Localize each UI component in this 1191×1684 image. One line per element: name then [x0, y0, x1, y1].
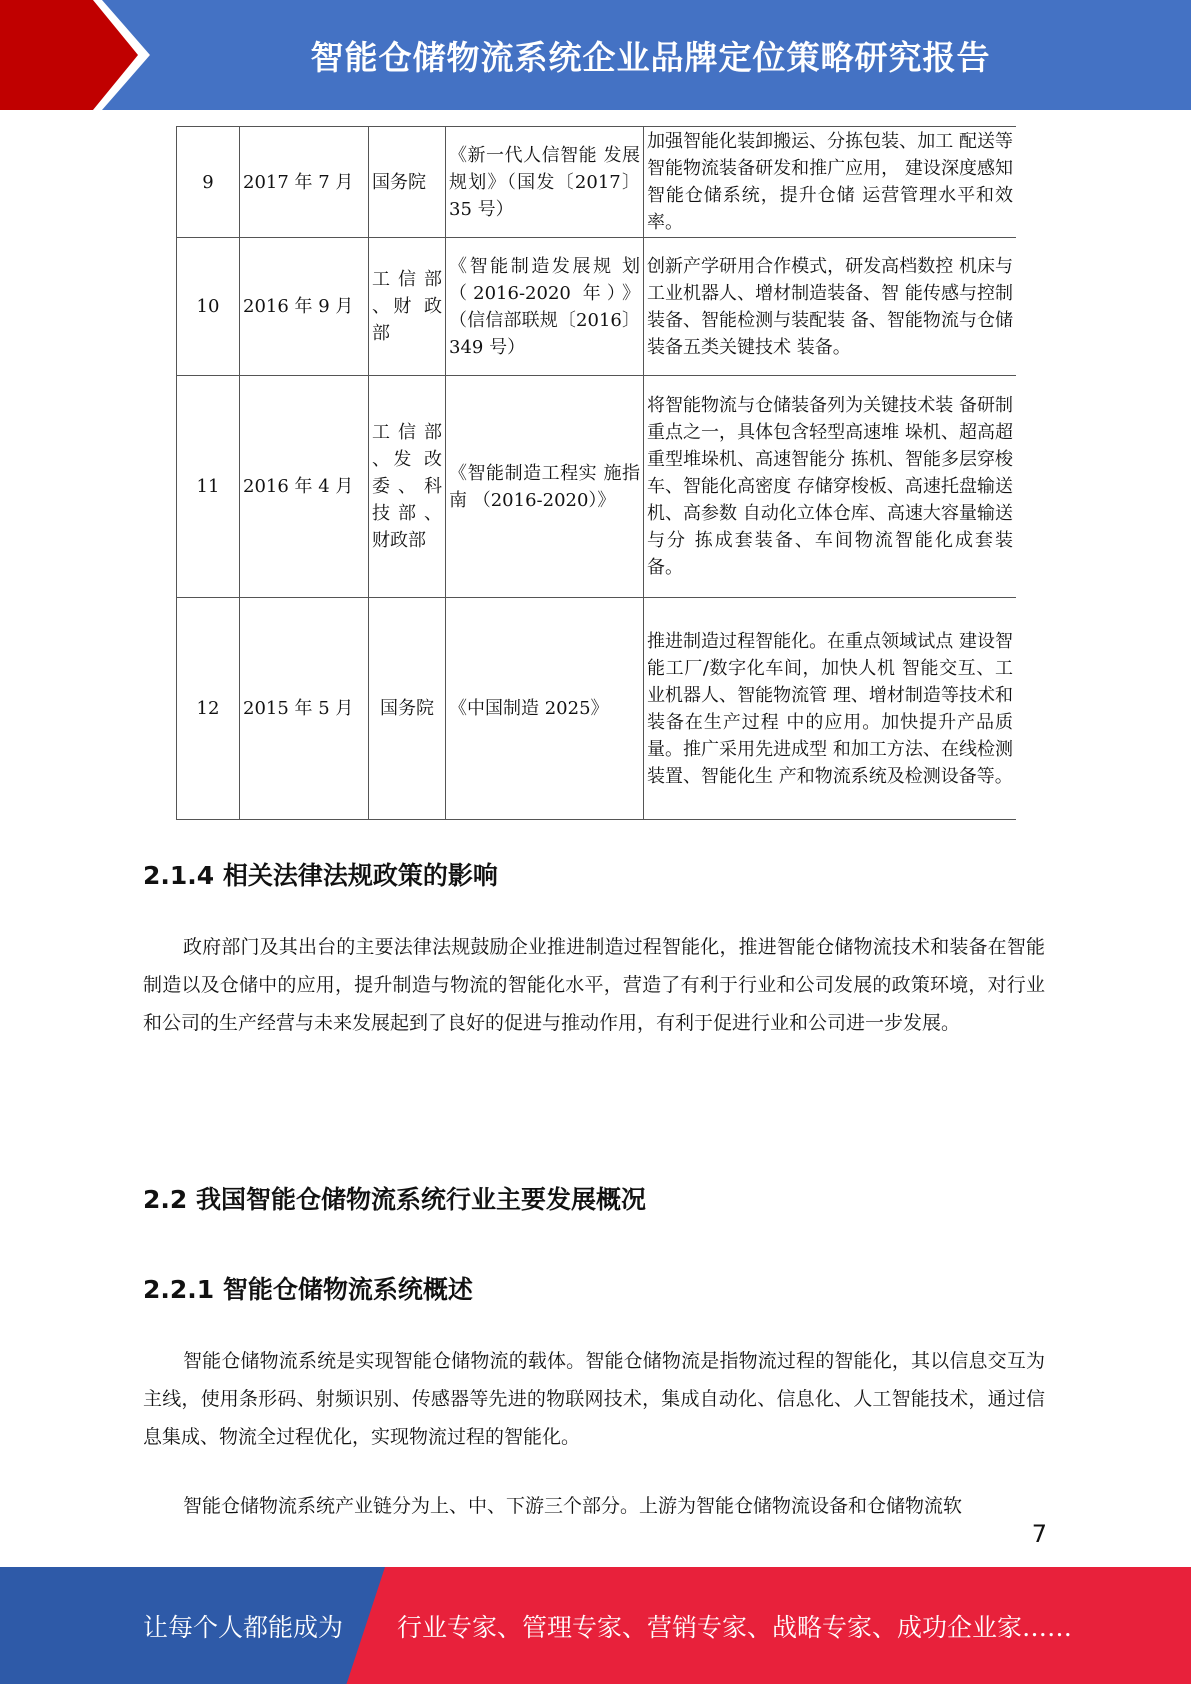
- issuing-department: 国务院: [369, 127, 446, 238]
- issue-date: 2017 年 7 月: [240, 127, 369, 238]
- report-title: 智能仓储物流系统企业品牌定位策略研究报告: [310, 37, 991, 77]
- issue-date: 2016 年 9 月: [240, 238, 369, 376]
- table-row: [177, 238, 1017, 376]
- table-row: [177, 376, 1017, 598]
- page-footer: [0, 1567, 1191, 1684]
- policy-name: 《智能制造发展规 划 （2016-2020 年）》（信信部联规〔2016〕 349 号）: [446, 238, 644, 376]
- header-red-arrow-decoration: [0, 0, 150, 110]
- policy-content: 推进制造过程智能化。在重点领域试点 建设智能工厂/数字化车间，加快人机 智能交互、工业机器人、智能物流管 理、增材制造等技术和装备在生产过程 中的应用。加快提升产品质量。推广采用先进成型 和加工方法、在线检测装置、智能化生 产和物流系统及检测设备等。: [644, 598, 1017, 820]
- policy-content: 创新产学研用合作模式，研发高档数控 机床与工业机器人、增材制造装备、智 能传感与控制装备、智能检测与装配装 备、智能物流与仓储装备五类关键技术 装备。: [644, 238, 1017, 376]
- policy-name: 《新一代人信智能 发展规划》（国发〔2017〕 35 号）: [446, 127, 644, 238]
- row-number: 9: [177, 127, 240, 238]
- policy-name: 《中国制造 2025》: [446, 598, 644, 820]
- page-header: [0, 0, 1191, 110]
- footer-slogan-right: 行业专家、管理专家、营销专家、战略专家、成功企业家……: [397, 1612, 1073, 1642]
- row-number: 12: [177, 598, 240, 820]
- policy-table: [176, 126, 1016, 820]
- table-row: [177, 598, 1017, 820]
- section-heading-2-2: 2.2 我国智能仓储物流系统行业主要发展概况: [143, 1185, 646, 1214]
- policy-name: 《智能制造工程实 施指南 （2016-2020）》: [446, 376, 644, 598]
- policy-content: 加强智能化装卸搬运、分拣包装、加工 配送等智能物流装备研发和推广应用， 建设深度感知智能仓储系统，提升仓储 运营管理水平和效率。: [644, 127, 1017, 238]
- issuing-department: 工 信 部 、财 政部: [369, 238, 446, 376]
- issuing-department: 工 信 部 、发 改委、科技部、财政部: [369, 376, 446, 598]
- section-paragraph-2-1-4: 政府部门及其出台的主要法律法规鼓励企业推进制造过程智能化，推进智能仓储物流技术和装备在智能制造以及仓储中的应用，提升制造与物流的智能化水平，营造了有利于行业和公司发展的政策环境，对行业和公司的生产经营与未来发展起到了良好的促进与推动作用，有利于促进行业和公司进一步发展。: [143, 936, 1045, 1034]
- issue-date: 2016 年 4 月: [240, 376, 369, 598]
- policy-content: 将智能物流与仓储装备列为关键技术装 备研制重点之一，具体包含轻型高速堆 垛机、超高超重型堆垛机、高速智能分 拣机、智能多层穿梭车、智能化高密度 存储穿梭板、高速托盘输送机、高参数 自动化立体仓库、高速大容量输送与分 拣成套装备、车间物流智能化成套装 备。: [644, 376, 1017, 598]
- row-number: 10: [177, 238, 240, 376]
- table-row: [177, 127, 1017, 238]
- issue-date: 2015 年 5 月: [240, 598, 369, 820]
- section-heading-2-1-4: 2.1.4 相关法律法规政策的影响: [143, 861, 498, 890]
- row-number: 11: [177, 376, 240, 598]
- section-heading-2-2-1: 2.2.1 智能仓储物流系统概述: [143, 1275, 473, 1304]
- section-paragraph-2-2-1-b: 智能仓储物流系统产业链分为上、中、下游三个部分。上游为智能仓储物流设备和仓储物流软: [183, 1495, 963, 1517]
- footer-slogan-left: 让每个人都能成为: [143, 1612, 344, 1642]
- section-paragraph-2-2-1-a: 智能仓储物流系统是实现智能仓储物流的载体。智能仓储物流是指物流过程的智能化，其以信息交互为主线，使用条形码、射频识别、传感器等先进的物联网技术，集成自动化、信息化、人工智能技术，通过信息集成、物流全过程优化，实现物流过程的智能化。: [143, 1350, 1045, 1448]
- issuing-department: 国务院: [369, 598, 446, 820]
- page-number: 7: [1031, 1520, 1047, 1548]
